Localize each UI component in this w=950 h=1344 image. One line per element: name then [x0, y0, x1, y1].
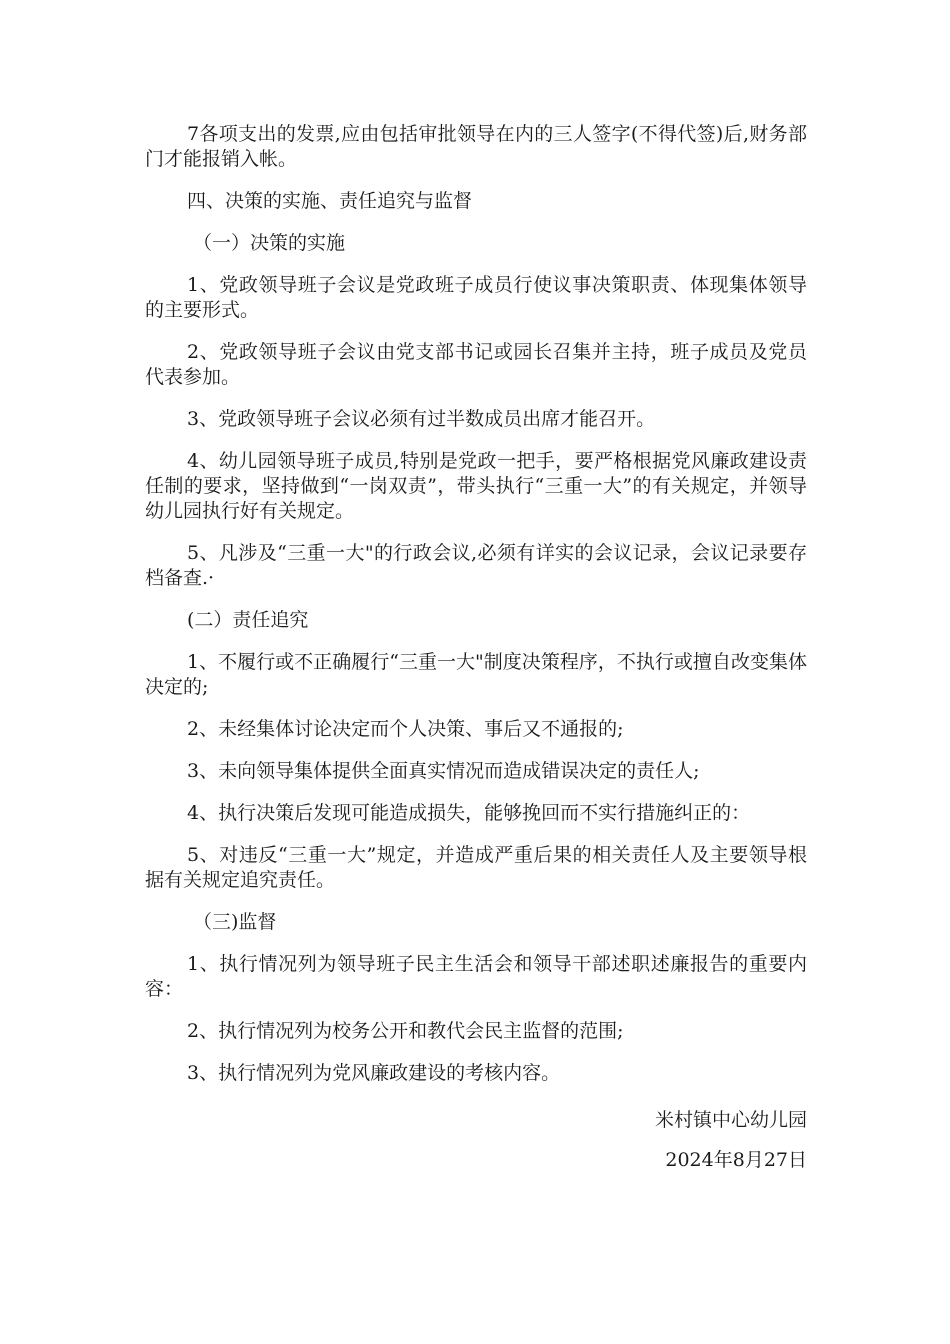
paragraph-accountability-5: 5、对违反“三重一大”规定，并造成严重后果的相关责任人及主要领导根据有关规定追究责任。: [145, 844, 807, 891]
signature-organization: 米村镇中心幼儿园: [654, 1109, 807, 1131]
paragraph-implementation-1: 1、党政领导班子会议是党政班子成员行使议事决策职责、体现集体领导的主要形式。: [145, 274, 807, 321]
paragraph-accountability-3: 3、未向领导集体提供全面真实情况而造成错误决定的责任人;: [187, 760, 700, 782]
subsection-heading-implementation: （一）决策的实施: [193, 232, 346, 254]
paragraph-accountability-1: 1、不履行或不正确履行“三重一大"制度决策程序，不执行或擅自改变集体决定的;: [145, 651, 807, 698]
paragraph-implementation-2: 2、党政领导班子会议由党支部书记或园长召集并主持，班子成员及党员代表参加。: [145, 341, 807, 388]
subsection-heading-accountability: (二）责任追究: [187, 609, 309, 631]
subsection-heading-supervision: （三)监督: [193, 911, 277, 933]
document-body: [145, 122, 807, 1103]
paragraph-invoice-signing: 7各项支出的发票,应由包括审批领导在内的三人签字(不得代签)后,财务部门才能报销入帐。: [145, 123, 807, 170]
paragraph-supervision-1: 1、执行情况列为领导班子民主生活会和领导干部述职述廉报告的重要内容：: [145, 953, 807, 1000]
paragraph-implementation-5: 5、凡涉及“三重一大"的行政会议,必须有详实的会议记录，会议记录要存档备查.·: [145, 542, 807, 589]
paragraph-accountability-2: 2、未经集体讨论决定而个人决策、事后又不通报的;: [187, 718, 624, 740]
paragraph-implementation-3: 3、党政领导班子会议必须有过半数成员出席才能召开。: [187, 408, 656, 430]
paragraph-supervision-2: 2、执行情况列为校务公开和教代会民主监督的范围;: [187, 1020, 624, 1042]
section-heading-4: 四、决策的实施、责任追究与监督: [187, 190, 473, 212]
paragraph-implementation-4: 4、幼儿园领导班子成员,特别是党政一把手，要严格根据党风廉政建设责任制的要求，坚持做到“一岗双责”，带头执行“三重一大”的有关规定，并领导幼儿园执行好有关规定。: [145, 450, 807, 522]
paragraph-accountability-4: 4、执行决策后发现可能造成损失，能够挽回而不实行措施纠正的：: [187, 802, 751, 824]
paragraph-supervision-3: 3、执行情况列为党风廉政建设的考核内容。: [187, 1062, 561, 1084]
signature-date: 2024年8月27日: [665, 1149, 807, 1171]
